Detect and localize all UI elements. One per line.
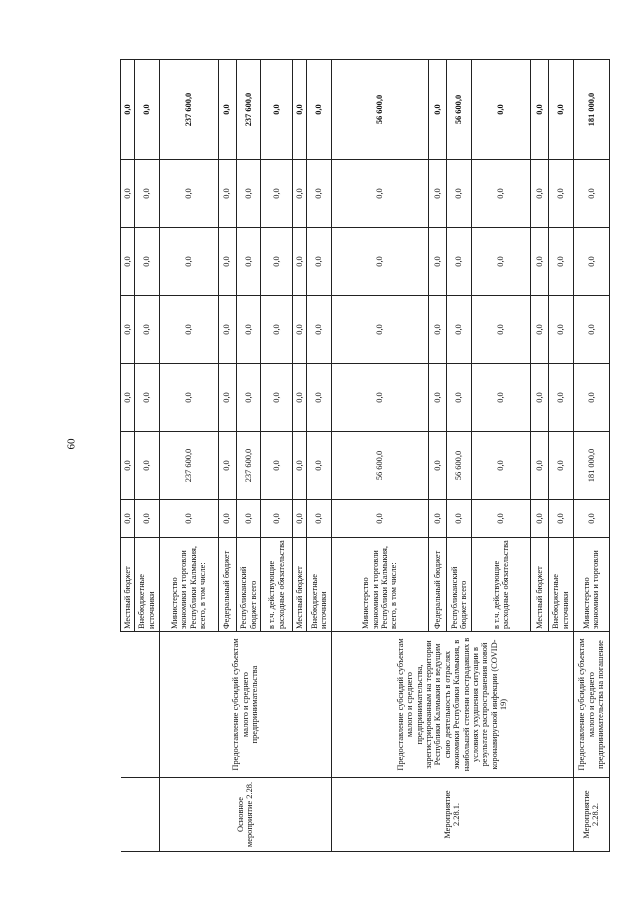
total-value-cell: 0,0 [293, 60, 307, 160]
measure-name-cell: Предоставление субсидий субъектам малого и среднего предпринимательства [159, 632, 331, 778]
funding-source-cell: в т.ч. действующие расходные обязательства [261, 538, 293, 632]
rotated-table-container [120, 60, 610, 852]
year-value-cell: 0,0 [549, 160, 574, 228]
year-value-cell: 0,0 [429, 500, 447, 538]
year-value-cell: 0,0 [530, 364, 548, 432]
year-value-cell: 0,0 [218, 160, 236, 228]
funding-source-cell: Федеральный бюджет [218, 538, 236, 632]
year-value-cell: 0,0 [261, 500, 293, 538]
total-value-cell: 0,0 [530, 60, 548, 160]
measure-code-cell: Мероприятие 2.28.2. [573, 778, 609, 852]
total-value-cell: 181 000,0 [573, 60, 609, 160]
year-value-cell: 0,0 [293, 228, 307, 296]
funding-source-cell: Местный бюджет [530, 538, 548, 632]
year-value-cell: 0,0 [549, 364, 574, 432]
year-value-cell: 0,0 [293, 432, 307, 500]
total-value-cell: 0,0 [135, 60, 160, 160]
year-value-cell: 0,0 [429, 364, 447, 432]
year-value-cell: 0,0 [429, 296, 447, 364]
year-value-cell: 0,0 [121, 160, 135, 228]
year-value-cell: 0,0 [121, 364, 135, 432]
funding-source-cell: Местный бюджет [293, 538, 307, 632]
measure-name-cell [121, 632, 160, 778]
total-value-cell: 56 600,0 [447, 60, 472, 160]
year-value-cell: 0,0 [261, 228, 293, 296]
table-row [573, 60, 609, 852]
year-value-cell: 0,0 [236, 228, 261, 296]
year-value-cell: 0,0 [121, 296, 135, 364]
year-value-cell: 0,0 [331, 228, 428, 296]
funding-source-cell: в т.ч. действующие расходные обязательства [472, 538, 531, 632]
year-value-cell: 0,0 [573, 160, 609, 228]
year-value-cell: 0,0 [472, 500, 531, 538]
year-value-cell: 0,0 [236, 296, 261, 364]
year-value-cell: 0,0 [307, 364, 332, 432]
year-value-cell: 0,0 [159, 296, 218, 364]
total-value-cell: 0,0 [472, 60, 531, 160]
year-value-cell: 0,0 [293, 364, 307, 432]
measure-code-cell: Мероприятие 2.28.1. [331, 778, 573, 852]
year-value-cell: 0,0 [573, 364, 609, 432]
year-value-cell: 0,0 [261, 364, 293, 432]
total-value-cell: 0,0 [121, 60, 135, 160]
measure-name-cell: Предоставление субсидий субъектам малого и среднего предпринимательства, зарегистрированным на территории Республики Калмыкия и ведущим свою деятельность в отраслях экономики Республики Калмыкия, в наибольшей степени пострадавших в условиях ухудшения ситуации в результате распространения новой коронавирусной инфекции (COVID-19) [331, 632, 573, 778]
year-value-cell: 56 600,0 [447, 432, 472, 500]
total-value-cell: 0,0 [307, 60, 332, 160]
year-value-cell: 0,0 [307, 432, 332, 500]
year-value-cell: 237 600,0 [159, 432, 218, 500]
year-value-cell: 0,0 [447, 160, 472, 228]
year-value-cell: 0,0 [135, 364, 160, 432]
year-value-cell: 0,0 [159, 160, 218, 228]
year-value-cell: 0,0 [159, 228, 218, 296]
table-row [121, 60, 135, 852]
year-value-cell: 0,0 [135, 228, 160, 296]
year-value-cell: 237 600,0 [236, 432, 261, 500]
year-value-cell: 0,0 [135, 500, 160, 538]
year-value-cell: 0,0 [472, 228, 531, 296]
year-value-cell: 0,0 [573, 296, 609, 364]
year-value-cell: 0,0 [236, 364, 261, 432]
year-value-cell: 181 000,0 [573, 432, 609, 500]
total-value-cell: 0,0 [429, 60, 447, 160]
year-value-cell: 0,0 [530, 500, 548, 538]
funding-source-cell: Федеральный бюджет [429, 538, 447, 632]
year-value-cell: 0,0 [159, 364, 218, 432]
total-value-cell: 56 600,0 [331, 60, 428, 160]
year-value-cell: 0,0 [121, 228, 135, 296]
year-value-cell: 0,0 [573, 500, 609, 538]
year-value-cell: 0,0 [472, 160, 531, 228]
budget-table [120, 59, 610, 852]
year-value-cell: 0,0 [159, 500, 218, 538]
funding-source-cell: Внебюджетные источники [307, 538, 332, 632]
year-value-cell: 0,0 [549, 296, 574, 364]
year-value-cell: 0,0 [261, 296, 293, 364]
year-value-cell: 0,0 [236, 500, 261, 538]
measure-code-cell [121, 778, 160, 852]
funding-source-cell: Министерство экономики и торговли Республики Калмыкия, всего, в том числе: [159, 538, 218, 632]
measure-code-cell: Основное мероприятие 2.28. [159, 778, 331, 852]
year-value-cell: 0,0 [218, 296, 236, 364]
year-value-cell: 0,0 [472, 432, 531, 500]
year-value-cell: 0,0 [121, 500, 135, 538]
total-value-cell: 0,0 [261, 60, 293, 160]
year-value-cell: 0,0 [218, 228, 236, 296]
year-value-cell: 0,0 [307, 160, 332, 228]
measure-name-cell: Предоставление субсидий субъектам малого и среднего предпринимательства на погашение [573, 632, 609, 778]
year-value-cell: 0,0 [331, 160, 428, 228]
year-value-cell: 0,0 [447, 228, 472, 296]
year-value-cell: 0,0 [530, 432, 548, 500]
year-value-cell: 0,0 [331, 364, 428, 432]
year-value-cell: 0,0 [236, 160, 261, 228]
year-value-cell: 0,0 [429, 228, 447, 296]
year-value-cell: 0,0 [261, 160, 293, 228]
funding-source-cell: Республиканский бюджет всего [447, 538, 472, 632]
year-value-cell: 0,0 [573, 228, 609, 296]
year-value-cell: 0,0 [530, 160, 548, 228]
year-value-cell: 0,0 [429, 432, 447, 500]
year-value-cell: 0,0 [307, 296, 332, 364]
total-value-cell: 237 600,0 [159, 60, 218, 160]
year-value-cell: 0,0 [530, 296, 548, 364]
year-value-cell: 0,0 [331, 500, 428, 538]
total-value-cell: 237 600,0 [236, 60, 261, 160]
funding-source-cell: Министерство экономики и торговли [573, 538, 609, 632]
total-value-cell: 0,0 [218, 60, 236, 160]
year-value-cell: 0,0 [530, 228, 548, 296]
funding-source-cell: Внебюджетные источники [549, 538, 574, 632]
page-number: 60 [65, 438, 78, 450]
table-row [331, 60, 428, 852]
year-value-cell: 0,0 [218, 432, 236, 500]
year-value-cell: 0,0 [331, 296, 428, 364]
year-value-cell: 0,0 [293, 500, 307, 538]
total-value-cell: 0,0 [549, 60, 574, 160]
year-value-cell: 0,0 [135, 432, 160, 500]
funding-source-cell: Республиканский бюджет всего [236, 538, 261, 632]
year-value-cell: 0,0 [447, 296, 472, 364]
year-value-cell: 0,0 [261, 432, 293, 500]
year-value-cell: 0,0 [135, 296, 160, 364]
year-value-cell: 0,0 [293, 296, 307, 364]
funding-source-cell: Местный бюджет [121, 538, 135, 632]
year-value-cell: 0,0 [121, 432, 135, 500]
year-value-cell: 0,0 [293, 160, 307, 228]
year-value-cell: 0,0 [135, 160, 160, 228]
year-value-cell: 0,0 [549, 432, 574, 500]
table-row [159, 60, 218, 852]
year-value-cell: 0,0 [549, 500, 574, 538]
year-value-cell: 0,0 [472, 296, 531, 364]
year-value-cell: 0,0 [429, 160, 447, 228]
funding-source-cell: Внебюджетные источники [135, 538, 160, 632]
year-value-cell: 56 600,0 [331, 432, 428, 500]
year-value-cell: 0,0 [307, 500, 332, 538]
year-value-cell: 0,0 [307, 228, 332, 296]
year-value-cell: 0,0 [447, 500, 472, 538]
year-value-cell: 0,0 [549, 228, 574, 296]
year-value-cell: 0,0 [472, 364, 531, 432]
year-value-cell: 0,0 [218, 364, 236, 432]
year-value-cell: 0,0 [218, 500, 236, 538]
year-value-cell: 0,0 [447, 364, 472, 432]
funding-source-cell: Министерство экономики и торговли Республики Калмыкия, всего, в том числе: [331, 538, 428, 632]
